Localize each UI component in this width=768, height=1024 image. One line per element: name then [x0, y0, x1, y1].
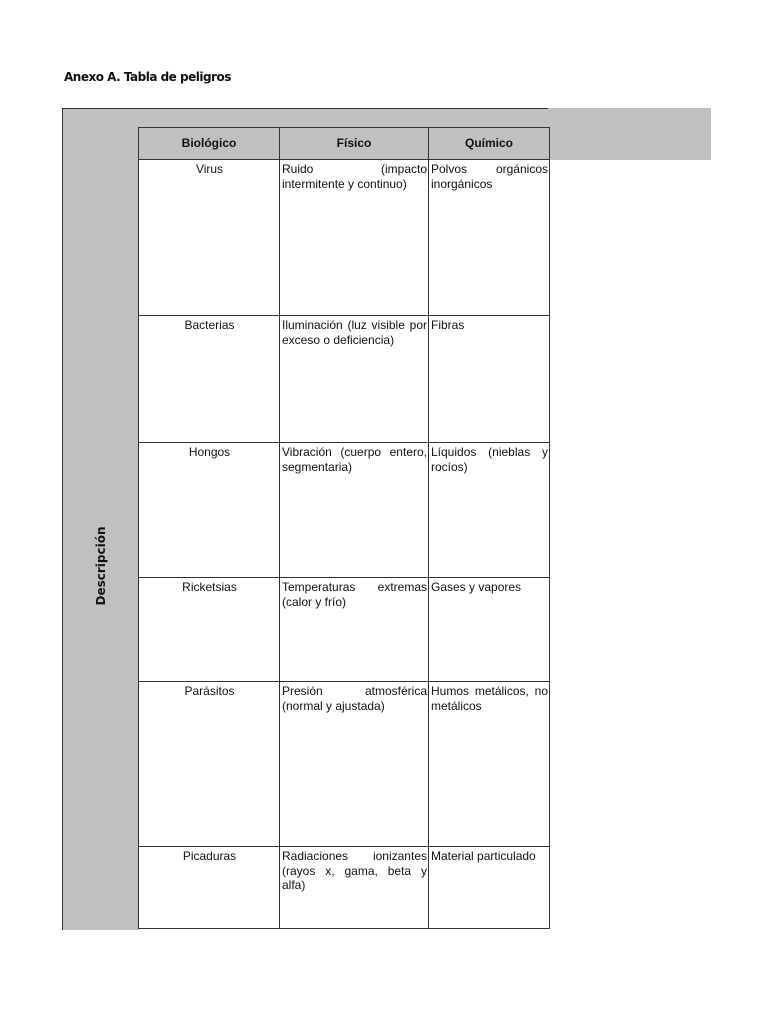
side-header-band — [62, 108, 139, 930]
cell-quimico: Material particulado — [429, 847, 550, 929]
cell-fisico: Vibración (cuerpo entero, segmentaria) — [280, 443, 429, 578]
cell-biologico: Hongos — [139, 443, 280, 578]
table-row — [139, 316, 550, 443]
cell-fisico: Temperaturas extremas (calor y frío) — [280, 578, 429, 682]
side-header-label: Descripción — [94, 526, 108, 606]
cell-quimico: Polvos orgánicos inorgánicos — [429, 160, 550, 316]
cell-biologico: Picaduras — [139, 847, 280, 929]
column-header-fisico: Físico — [280, 128, 429, 160]
cell-quimico: Gases y vapores — [429, 578, 550, 682]
table-row — [139, 682, 550, 847]
cell-biologico: Parásitos — [139, 682, 280, 847]
cell-quimico: Humos metálicos, no metálicos — [429, 682, 550, 847]
column-header-biologico: Biológico — [139, 128, 280, 160]
cell-fisico: Iluminación (luz visible por exceso o deficiencia) — [280, 316, 429, 443]
cell-quimico: Líquidos (nieblas y rocíos) — [429, 443, 550, 578]
cell-fisico: Radiaciones ionizantes (rayos x, gama, beta y alfa) — [280, 847, 429, 929]
table-row — [139, 847, 550, 929]
cell-fisico: Ruido (impacto intermitente y continuo) — [280, 160, 429, 316]
document-title: Anexo A. Tabla de peligros — [64, 70, 231, 84]
top-header-border — [138, 108, 548, 109]
cell-fisico: Presión atmosférica (normal y ajustada) — [280, 682, 429, 847]
table-row — [139, 443, 550, 578]
cell-biologico: Ricketsias — [139, 578, 280, 682]
hazards-table — [138, 127, 550, 929]
cell-quimico: Fibras — [429, 316, 550, 443]
cell-biologico: Virus — [139, 160, 280, 316]
column-header-quimico: Químico — [429, 128, 550, 160]
table-row — [139, 160, 550, 316]
header-row — [139, 128, 550, 160]
table-row — [139, 578, 550, 682]
cell-biologico: Bacterias — [139, 316, 280, 443]
